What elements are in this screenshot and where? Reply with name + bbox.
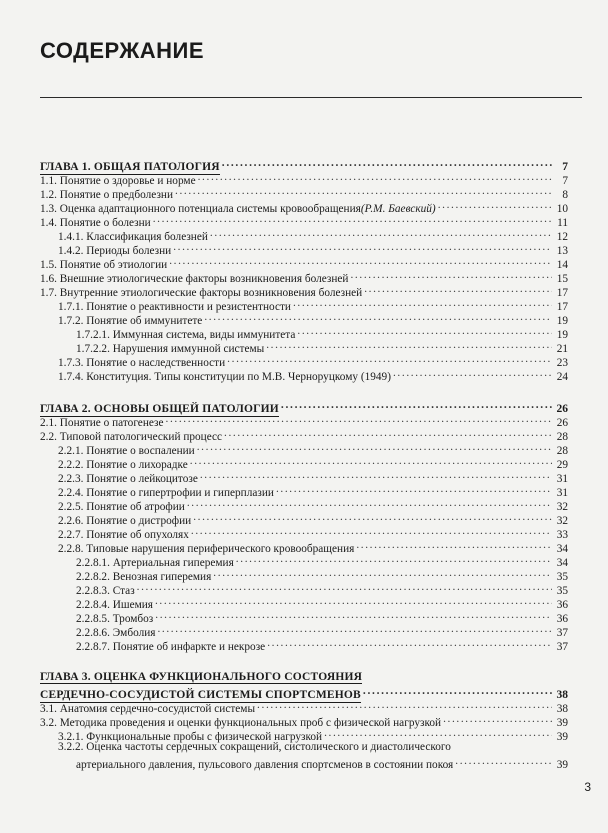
toc-entry[interactable] [40,698,568,715]
entry-title: 2.2.8.3. Стаз [76,585,135,597]
page-ref: 17 [556,287,568,299]
entry-title: 2.2.8.7. Понятие об инфаркте и некрозе [76,641,266,653]
page-ref: 36 [556,599,568,611]
toc-chapter-3-line1[interactable] [40,670,362,684]
toc-entry[interactable] [58,468,568,485]
toc-entry[interactable] [76,636,568,653]
entry-title: 1.1. Понятие о здоровье и норме [40,175,196,187]
entry-title: 1.6. Внешние этиологические факторы возникновения болезней [40,273,349,285]
page-ref: 38 [556,689,568,701]
entry-title: 1.7.2. Понятие об иммунитете [58,315,203,327]
entry-title: 1.5. Понятие об этиологии [40,259,168,271]
entry-title: 2.2.8.5. Тромбоз [76,613,154,625]
page-ref: 35 [556,571,568,583]
toc-entry[interactable] [40,712,568,729]
chapter-title: ГЛАВА 3. ОЦЕНКА ФУНКЦИОНАЛЬНОГО СОСТОЯНИЯ [40,671,363,683]
toc-entry[interactable] [40,426,568,443]
entry-title: 1.7.2.1. Иммунная система, виды иммунитета [76,329,296,341]
toc-entry-line1[interactable]: 3.2.2. Оценка частоты сердечных сокращений, систолического и диастолического [58,741,451,753]
toc-entry[interactable] [40,412,568,429]
toc-chapter-2[interactable] [40,398,568,415]
toc-entry[interactable] [58,310,568,327]
toc-entry[interactable] [76,580,568,597]
toc-entry[interactable] [40,184,568,201]
page-ref: 34 [556,557,568,569]
page-ref: 28 [556,445,568,457]
toc-entry[interactable] [76,622,568,639]
page-ref: 37 [556,641,568,653]
page-ref: 35 [556,585,568,597]
page-ref: 23 [556,357,568,369]
page-ref: 17 [556,301,568,313]
toc-entry[interactable] [58,510,568,527]
entry-title: 1.7. Внутренние этиологические факторы возникновения болезней [40,287,363,299]
page-ref: 36 [556,613,568,625]
page-ref: 32 [556,515,568,527]
toc-entry[interactable] [76,754,568,771]
page-ref: 8 [562,189,568,201]
toc-entry[interactable] [58,240,568,257]
toc-entry[interactable] [76,324,568,341]
page-ref: 31 [556,487,568,499]
entry-title: 2.2.8.6. Эмболия [76,627,156,639]
entry-title: 2.2. Типовой патологический процесс [40,431,223,443]
page-ref: 37 [556,627,568,639]
page-ref: 28 [556,431,568,443]
page-ref: 38 [556,703,568,715]
entry-title-cont: артериального давления, пульсового давления спортсменов в состоянии покоя [76,759,454,771]
toc-entry[interactable] [58,726,568,743]
page-title: СОДЕРЖАНИЕ [40,38,205,63]
page-ref: 7 [562,161,568,173]
page-ref: 15 [556,273,568,285]
entry-title: 3.2.1. Функциональные пробы с физической нагрузкой [58,731,323,743]
toc-entry[interactable] [58,482,568,499]
entry-title: 2.2.6. Понятие о дистрофии [58,515,192,527]
toc-chapter-1[interactable] [40,156,568,173]
entry-title: 1.4. Понятие о болезни [40,217,151,229]
page-ref: 11 [557,217,568,229]
toc-entry[interactable] [58,524,568,541]
toc-entry[interactable] [40,254,568,271]
toc-entry[interactable] [76,608,568,625]
page-ref: 26 [556,403,568,415]
page-ref: 21 [556,343,568,355]
entry-title: 1.7.4. Конституция. Типы конституции по М.В. Черноруцкому (1949) [58,371,391,383]
entry-title: 2.1. Понятие о патогенезе [40,417,164,429]
toc-entry[interactable] [58,352,568,369]
toc-entry[interactable] [58,440,568,457]
toc-entry[interactable] [40,170,568,187]
entry-title: 2.2.5. Понятие об атрофии [58,501,185,513]
toc-entry[interactable] [58,454,568,471]
page-ref: 33 [556,529,568,541]
chapter-title: ГЛАВА 1. ОБЩАЯ ПАТОЛОГИЯ [40,161,220,173]
page-ref: 19 [556,329,568,341]
toc-entry[interactable] [58,296,568,313]
page-ref: 26 [556,417,568,429]
entry-title: 2.2.8.1. Артериальная гиперемия [76,557,234,569]
entry-title: 2.2.2. Понятие о лихорадке [58,459,188,471]
page-ref: 29 [556,459,568,471]
entry-title: 1.4.1. Классификация болезней [58,231,208,243]
chapter-title-cont: СЕРДЕЧНО-СОСУДИСТОЙ СИСТЕМЫ СПОРТСМЕНОВ [40,689,361,701]
entry-title: 2.2.8.4. Ишемия [76,599,153,611]
entry-title: 2.2.8.2. Венозная гиперемия [76,571,212,583]
page-ref: 10 [556,203,568,215]
page-ref: 19 [556,315,568,327]
toc-entry[interactable] [58,366,568,383]
toc-entry[interactable] [40,212,568,229]
chapter-title: ГЛАВА 2. ОСНОВЫ ОБЩЕЙ ПАТОЛОГИИ [40,403,279,415]
entry-title: 1.7.2.2. Нарушения иммунной системы [76,343,265,355]
toc-entry[interactable] [58,226,568,243]
entry-title: 1.7.3. Понятие о наследственности [58,357,226,369]
toc-entry[interactable] [76,594,568,611]
page-number: 3 [584,780,591,794]
toc-entry[interactable] [58,496,568,513]
entry-title: 1.7.1. Понятие о реактивности и резистентности [58,301,291,313]
toc-entry[interactable] [76,566,568,583]
page-ref: 7 [562,175,568,187]
toc-entry[interactable] [76,338,568,355]
page-ref: 24 [556,371,568,383]
page-ref: 32 [556,501,568,513]
page-ref: 39 [556,717,568,729]
page-ref: 14 [556,259,568,271]
entry-title: 2.2.7. Понятие об опухолях [58,529,189,541]
entry-title: 2.2.1. Понятие о воспалении [58,445,195,457]
entry-title: 3.2. Методика проведения и оценки функциональных проб с физической нагрузкой [40,717,442,729]
page-ref: 34 [556,543,568,555]
toc-entry[interactable] [40,268,568,285]
entry-title: 2.2.8. Типовые нарушения периферического кровообращения [58,543,355,555]
entry-author: (Р.М. Баевский) [360,203,436,215]
toc-chapter-3[interactable] [40,684,568,701]
toc-entry[interactable] [40,198,568,215]
toc-entry[interactable] [76,552,568,569]
entry-title: 3.1. Анатомия сердечно-сосудистой системы [40,703,256,715]
page-ref: 39 [556,759,568,771]
page-ref: 13 [556,245,568,257]
entry-title: 1.2. Понятие о предболезни [40,189,174,201]
entry-title: 2.2.4. Понятие о гипертрофии и гиперплазии [58,487,274,499]
entry-title: 2.2.3. Понятие о лейкоцитозе [58,473,198,485]
page-ref: 12 [556,231,568,243]
page-ref: 39 [556,731,568,743]
toc-entry[interactable] [58,538,568,555]
page-ref: 31 [556,473,568,485]
toc-entry[interactable] [40,282,568,299]
entry-title: 1.4.2. Периоды болезни [58,245,172,257]
entry-title: 1.3. Оценка адаптационного потенциала системы кровообращения [40,203,361,215]
